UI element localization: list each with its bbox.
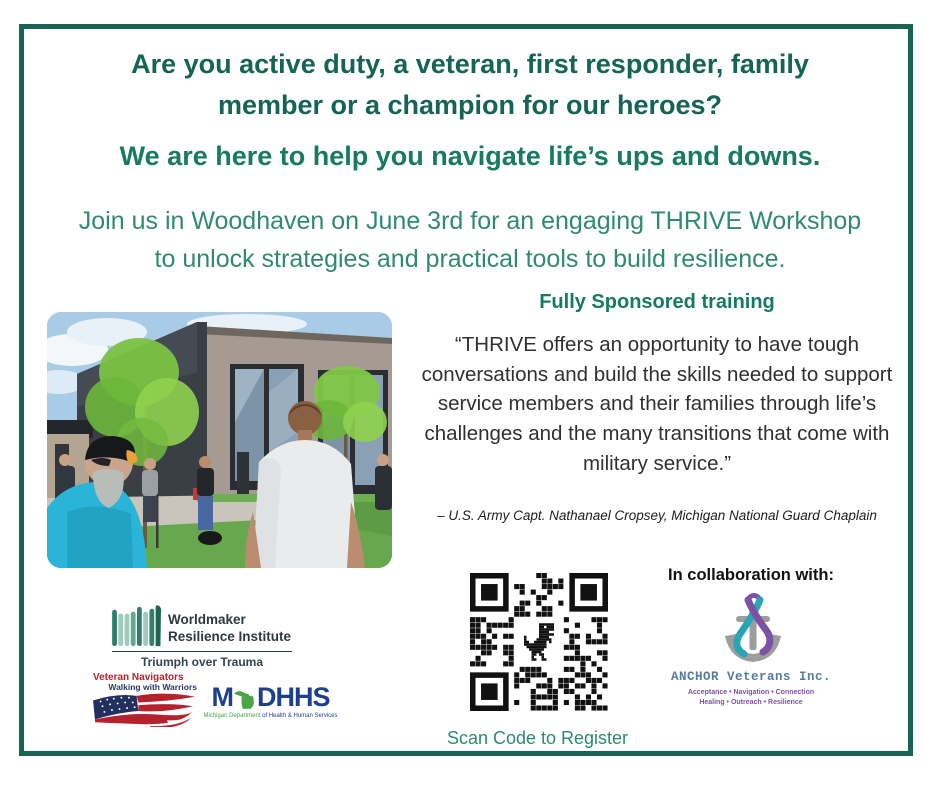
mdhhs-letter-m: M: [211, 682, 233, 712]
invite-text: [55, 203, 885, 278]
quote-attribution: – U.S. Army Capt. Nathanael Cropsey, Michigan National Guard Chaplain: [437, 508, 877, 523]
event-photo-illustration: [47, 312, 392, 568]
scan-label: Scan Code to Register: [446, 728, 629, 748]
worldmaker-line2: Resilience Institute: [168, 629, 292, 645]
subheadline: We are here to help you navigate life’s ups and downs.: [119, 141, 821, 171]
veteran-navigators-logo: [93, 672, 197, 727]
anchor-values-line2: Healing • Outreach • Resilience: [699, 699, 803, 706]
veteran-navigators-line2: Walking with Warriors: [108, 682, 197, 692]
worldmaker-tagline: Triumph over Trauma: [140, 655, 264, 669]
mdhhs-logo: [203, 682, 338, 719]
worldmaker-line1: Worldmaker: [168, 612, 246, 628]
mdhhs-subtext: Michigan Department of Health & Human Services: [203, 713, 338, 719]
anchor-values-line1: Acceptance • Navigation • Connection: [687, 689, 815, 696]
anchor-ribbon-icon: [717, 592, 789, 670]
worldmaker-bars-icon: [112, 604, 162, 648]
anchor-veterans-name: ANCHOR Veterans Inc.: [670, 670, 832, 684]
collaboration-label: In collaboration with:: [668, 566, 834, 584]
sponsored-label: Fully Sponsored training: [539, 291, 775, 313]
invite-line2: to unlock strategies and practical tools to build resilience.: [154, 244, 786, 273]
qr-code: [470, 573, 608, 711]
headline-line1: Are you active duty, a veteran, first responder, family: [131, 49, 809, 79]
michigan-mitten-icon: [233, 686, 257, 710]
us-flag-icon: [93, 693, 197, 727]
worldmaker-logo: [112, 604, 292, 669]
invite-line1: Join us in Woodhaven on June 3rd for an engaging THRIVE Workshop: [78, 207, 862, 235]
headline: [70, 44, 870, 125]
veteran-navigators-line1: Veteran Navigators: [93, 672, 184, 683]
event-photo: [47, 312, 392, 568]
headline-line2: member or a champion for our heroes?: [217, 89, 723, 120]
testimonial-quote: “THRIVE offers an opportunity to have tough conversations and build the skills needed to support service members and their families through life’s challenges and the many transitions that come with military service.”: [421, 333, 893, 475]
mdhhs-letters-dhhs: DHHS: [256, 682, 330, 712]
worldmaker-text: [168, 612, 291, 648]
